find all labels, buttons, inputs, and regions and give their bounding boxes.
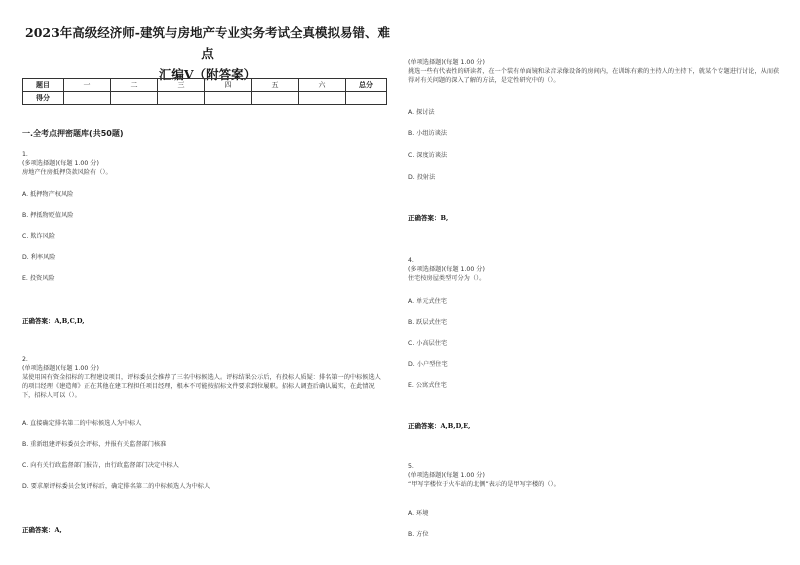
answer-line: 正确答案：A,B,D,E,	[408, 422, 471, 430]
answer-line: 正确答案：A,B,C,D,	[22, 317, 85, 325]
question-1	[22, 150, 382, 325]
question-stem: “甲写字楼位于火车站的北侧”表示的是甲写字楼的（）。	[408, 481, 560, 488]
option-d: D. 利率风险	[22, 254, 56, 261]
question-5	[408, 462, 780, 538]
question-3	[408, 58, 780, 222]
score-cell: 六	[299, 79, 346, 92]
answer-line: 正确答案：A,	[22, 526, 62, 534]
question-stem: 某使用国有资金招标的工程建设项目，评标委员会推荐了三名中标候选人。评标结果公示后，有投标人质疑：排名第一的中标候选人的项目经理《建造师》正在其他在建工程担任项目经理，根本不可能按招标文件要求到位履职。招标人调查后确认属实，在此情况下，招标人可以（）。	[22, 374, 381, 399]
option-b: B. 小组访谈法	[408, 130, 448, 137]
score-cell: 总分	[346, 79, 387, 92]
option-d: D. 要求原评标委员会复评标后，确定排名第二的中标候选人为中标人	[22, 483, 211, 490]
question-meta: (单项选择题)(每题 1.00 分)	[22, 365, 99, 372]
score-cell: 二	[111, 79, 158, 92]
question-number: 4.	[408, 257, 414, 264]
question-meta: (多项选择题)(每题 1.00 分)	[22, 160, 99, 167]
option-e: E. 公寓式住宅	[408, 382, 447, 389]
score-table	[22, 78, 387, 105]
score-cell: 五	[252, 79, 299, 92]
question-4	[408, 256, 780, 430]
question-stem: 挑选一些有代表性的研读者，在一个装有单面镜和录音录像设备的房间内，在训练有素的主持人的主持下，就某个专题进行讨论，从而获得对有关问题的深入了解的方法，是定性研究中的（）。	[408, 68, 780, 84]
question-number: 5.	[408, 463, 414, 470]
question-number: 2.	[22, 356, 28, 363]
option-b: B. 押抵物贬值风险	[22, 212, 74, 219]
score-cell	[111, 92, 158, 105]
option-c: C. 深度访谈法	[408, 152, 448, 159]
title-line-1: 2023年高级经济师-建筑与房地产专业实务考试全真模拟易错、难点	[25, 25, 390, 61]
option-c: C. 小高层住宅	[408, 340, 448, 347]
option-a: A. 环境	[408, 510, 429, 517]
option-b: B. 方位	[408, 531, 429, 538]
option-b: B. 重新组建评标委员会评标，并报有关监督部门核准	[22, 441, 167, 448]
question-meta: (多项选择题)(每题 1.00 分)	[408, 266, 485, 273]
question-stem: 房地产住房抵押贷款风险有（）。	[22, 169, 112, 176]
score-cell	[346, 92, 387, 105]
score-cell	[158, 92, 205, 105]
score-table-score-row	[23, 92, 387, 105]
question-number: 1.	[22, 151, 28, 158]
option-a: A. 抵押物产权风险	[22, 191, 74, 198]
question-2	[22, 355, 382, 534]
title-line-2: 汇编V（附答案）	[158, 67, 257, 82]
option-a: A. 单元式住宅	[408, 298, 447, 305]
score-cell	[64, 92, 111, 105]
question-stem: 住宅按房屋类型可分为（）。	[408, 275, 486, 282]
option-e: E. 投资风险	[22, 275, 55, 282]
option-d: D. 投射法	[408, 174, 436, 181]
score-table-header-row	[23, 79, 387, 92]
section-title: 一.全考点押密题库(共50题)	[22, 129, 124, 138]
document-title	[20, 22, 395, 85]
option-b: B. 跃层式住宅	[408, 319, 448, 326]
score-cell: 四	[205, 79, 252, 92]
question-meta: (单项选择题)(每题 1.00 分)	[408, 472, 485, 479]
option-a: A. 直接确定排名第二的中标候选人为中标人	[22, 420, 142, 427]
question-meta: (单项选择题)(每题 1.00 分)	[408, 59, 485, 66]
score-cell	[299, 92, 346, 105]
score-cell: 三	[158, 79, 205, 92]
answer-line: 正确答案：B,	[408, 214, 449, 222]
option-d: D. 小户型住宅	[408, 361, 448, 368]
score-cell: 题目	[23, 79, 64, 92]
option-c: C. 向有关行政监督部门报告，由行政监督部门决定中标人	[22, 462, 179, 469]
score-cell: 得分	[23, 92, 64, 105]
score-cell	[205, 92, 252, 105]
score-cell	[252, 92, 299, 105]
option-a: A. 探讨法	[408, 109, 435, 116]
option-c: C. 欺诈风险	[22, 233, 56, 240]
score-cell: 一	[64, 79, 111, 92]
